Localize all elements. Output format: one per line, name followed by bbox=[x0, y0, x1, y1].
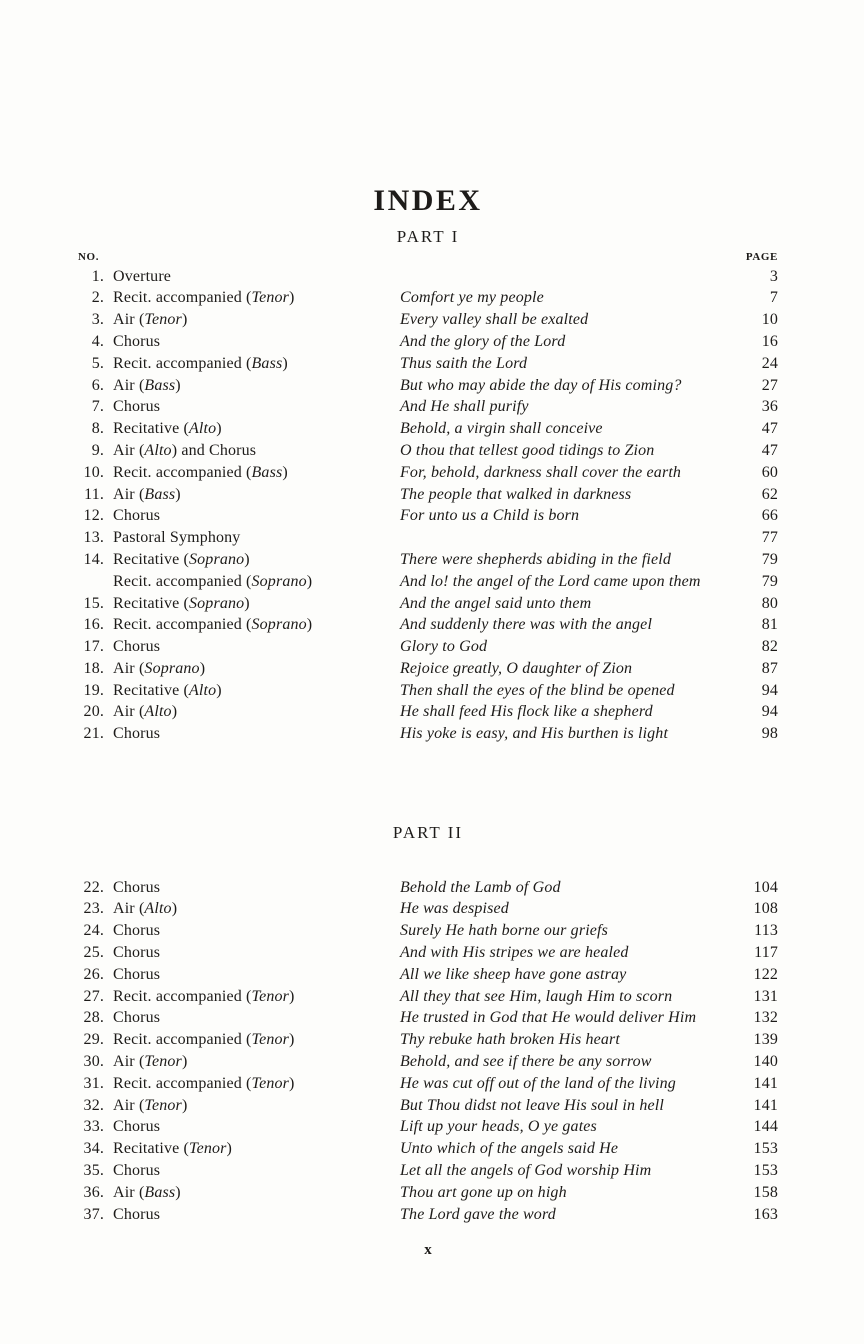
index-entry bbox=[78, 614, 778, 636]
entry-title: All they that see Him, laugh Him to scorn bbox=[400, 987, 673, 1005]
part2-heading: PART II bbox=[392, 823, 464, 843]
entry-voice: Alto bbox=[189, 681, 217, 699]
entry-item: Air (Tenor) bbox=[113, 1053, 188, 1070]
page-column-header: PAGE bbox=[745, 250, 778, 263]
entry-page: 3 bbox=[769, 267, 778, 285]
entry-number: 12. bbox=[83, 507, 104, 525]
index-entry bbox=[78, 942, 778, 964]
index-entry bbox=[78, 986, 778, 1008]
index-entry bbox=[78, 680, 778, 702]
entry-number: 35. bbox=[83, 1161, 104, 1179]
entry-number: 17. bbox=[83, 638, 104, 656]
entry-title: Behold, and see if there be any sorrow bbox=[400, 1053, 652, 1070]
entry-voice: Tenor bbox=[144, 1053, 182, 1070]
entry-title: And the glory of the Lord bbox=[400, 332, 566, 350]
index-entry bbox=[78, 1160, 778, 1182]
entry-voice: Alto bbox=[144, 703, 172, 721]
entry-voice: Tenor bbox=[144, 1096, 182, 1114]
entry-page: 139 bbox=[753, 1031, 778, 1049]
entry-item: Chorus bbox=[113, 1205, 161, 1223]
entry-voice: Soprano bbox=[251, 572, 307, 590]
entry-number: 37. bbox=[83, 1205, 104, 1223]
entry-item: Chorus bbox=[113, 922, 161, 940]
entry-page: 141 bbox=[753, 1074, 778, 1092]
entry-page: 87 bbox=[761, 659, 778, 677]
entry-voice: Alto bbox=[189, 420, 217, 438]
entry-voice: Bass bbox=[144, 485, 176, 503]
entry-page: 122 bbox=[753, 965, 778, 983]
index-entry bbox=[78, 484, 778, 506]
entry-page: 36 bbox=[761, 398, 778, 416]
entry-voice: Bass bbox=[251, 463, 283, 481]
entry-page: 132 bbox=[753, 1009, 778, 1027]
entry-title bbox=[400, 266, 730, 288]
entry-page: 144 bbox=[753, 1118, 778, 1136]
entry-title: His yoke is easy, and His burthen is light bbox=[400, 725, 669, 743]
entry-title: O thou that tellest good tidings to Zion bbox=[400, 441, 655, 459]
entry-page: 79 bbox=[761, 572, 778, 590]
entry-page: 47 bbox=[761, 441, 778, 459]
index-entry bbox=[78, 1029, 778, 1051]
entry-title: And lo! the angel of the Lord came upon them bbox=[400, 572, 701, 590]
entry-item: Recitative (Soprano) bbox=[113, 594, 250, 612]
entry-number bbox=[78, 571, 104, 593]
part2-entries bbox=[78, 877, 778, 1226]
index-title: INDEX bbox=[373, 184, 483, 217]
entry-voice: Tenor bbox=[251, 987, 290, 1005]
entry-page: 104 bbox=[753, 878, 778, 896]
entry-number: 14. bbox=[83, 550, 104, 568]
entry-item: Pastoral Symphony bbox=[113, 529, 241, 547]
entry-page: 79 bbox=[761, 550, 778, 568]
index-entry bbox=[78, 877, 778, 899]
entry-voice: Soprano bbox=[251, 616, 307, 634]
entry-voice: Tenor bbox=[251, 1074, 290, 1092]
entry-page: 27 bbox=[761, 376, 778, 394]
entry-item: Chorus bbox=[113, 944, 161, 962]
entry-voice: Soprano bbox=[144, 659, 200, 677]
index-entry bbox=[78, 505, 778, 527]
entry-page: 113 bbox=[754, 922, 778, 940]
entry-number: 6. bbox=[91, 376, 104, 394]
index-entry bbox=[78, 462, 778, 484]
entry-number: 11. bbox=[84, 485, 104, 503]
entry-title: He was cut off out of the land of the living bbox=[400, 1074, 676, 1092]
index-entry bbox=[78, 418, 778, 440]
entry-page: 7 bbox=[769, 289, 778, 307]
entry-title: Surely He hath borne our griefs bbox=[400, 922, 609, 940]
index-entry bbox=[78, 1007, 778, 1029]
entry-number: 5. bbox=[91, 354, 104, 372]
entry-title: Lift up your heads, O ye gates bbox=[400, 1118, 597, 1136]
entry-number: 33. bbox=[83, 1118, 104, 1136]
entry-number: 25. bbox=[83, 944, 104, 962]
entry-number: 28. bbox=[83, 1009, 104, 1027]
entry-voice: Soprano bbox=[189, 550, 245, 568]
entry-title: Thou art gone up on high bbox=[400, 1183, 567, 1201]
entry-item: Recitative (Alto) bbox=[113, 420, 222, 438]
entry-number: 3. bbox=[91, 311, 104, 329]
entry-item: Recit. accompanied (Tenor) bbox=[113, 289, 295, 307]
entry-title: The Lord gave the word bbox=[400, 1205, 556, 1223]
entry-number: 1. bbox=[91, 267, 104, 285]
index-entry bbox=[78, 1073, 778, 1095]
entry-number: 32. bbox=[83, 1096, 104, 1114]
entry-number: 15. bbox=[83, 594, 104, 612]
entry-page: 94 bbox=[761, 703, 778, 721]
entry-item: Recit. accompanied (Bass) bbox=[113, 463, 288, 481]
entry-page: 108 bbox=[753, 900, 778, 918]
entry-page: 94 bbox=[761, 681, 778, 699]
folio-page-number: x bbox=[424, 1242, 432, 1259]
index-entry bbox=[78, 331, 778, 353]
part1-entries bbox=[78, 266, 778, 746]
entry-number: 4. bbox=[91, 332, 104, 350]
entry-title: Thy rebuke hath broken His heart bbox=[400, 1031, 621, 1049]
index-entry bbox=[78, 396, 778, 418]
entry-item: Recit. accompanied (Soprano) bbox=[113, 572, 313, 590]
entry-title: Behold, a virgin shall conceive bbox=[400, 420, 603, 438]
index-entry bbox=[78, 527, 778, 549]
index-entry bbox=[78, 1138, 778, 1160]
index-entry bbox=[78, 636, 778, 658]
entry-page: 10 bbox=[761, 311, 778, 329]
entry-item: Overture bbox=[113, 267, 172, 285]
entry-title: For, behold, darkness shall cover the earth bbox=[400, 463, 682, 481]
entry-page: 81 bbox=[761, 616, 778, 634]
entry-title: Every valley shall be exalted bbox=[400, 311, 589, 329]
entry-item: Air (Bass) bbox=[113, 485, 181, 503]
entry-title: Unto which of the angels said He bbox=[400, 1140, 619, 1158]
entry-item: Chorus bbox=[113, 1161, 161, 1179]
entry-item: Recit. accompanied (Tenor) bbox=[113, 1074, 295, 1092]
entry-title: Let all the angels of God worship Him bbox=[400, 1161, 652, 1179]
entry-number: 30. bbox=[83, 1053, 104, 1070]
index-entry bbox=[78, 571, 778, 593]
column-headers bbox=[78, 251, 778, 264]
entry-page: 60 bbox=[761, 463, 778, 481]
index-entry bbox=[78, 375, 778, 397]
entry-item: Chorus bbox=[113, 1009, 161, 1027]
entry-number: 23. bbox=[83, 900, 104, 918]
entry-item: Air (Soprano) bbox=[113, 659, 206, 677]
entry-page: 80 bbox=[761, 594, 778, 612]
entry-title: But Thou didst not leave His soul in hell bbox=[400, 1096, 664, 1114]
index-entry bbox=[78, 1204, 778, 1226]
entry-number: 19. bbox=[83, 681, 104, 699]
entry-title: But who may abide the day of His coming? bbox=[400, 376, 682, 394]
entry-title: Then shall the eyes of the blind be opened bbox=[400, 681, 675, 699]
entry-item: Chorus bbox=[113, 638, 161, 656]
entry-voice: Bass bbox=[251, 354, 283, 372]
entry-item: Chorus bbox=[113, 1118, 161, 1136]
index-entry bbox=[78, 353, 778, 375]
entry-title: And the angel said unto them bbox=[400, 594, 592, 612]
entry-item: Air (Tenor) bbox=[113, 1096, 188, 1114]
entry-number: 2. bbox=[91, 289, 104, 307]
entry-item: Recitative (Tenor) bbox=[113, 1140, 232, 1158]
entry-page: 98 bbox=[761, 725, 778, 743]
entry-item: Air (Tenor) bbox=[113, 311, 188, 329]
index-entry bbox=[78, 1095, 778, 1117]
index-entry bbox=[78, 593, 778, 615]
entry-item: Chorus bbox=[113, 398, 161, 416]
entry-number: 34. bbox=[83, 1140, 104, 1158]
entry-number: 7. bbox=[91, 398, 104, 416]
entry-page: 66 bbox=[761, 507, 778, 525]
entry-number: 10. bbox=[83, 463, 104, 481]
entry-title: There were shepherds abiding in the field bbox=[400, 550, 672, 568]
index-entry bbox=[78, 440, 778, 462]
entry-number: 22. bbox=[83, 878, 104, 896]
entry-title: He was despised bbox=[400, 900, 509, 918]
entry-item: Recit. accompanied (Bass) bbox=[113, 354, 288, 372]
entry-voice: Bass bbox=[144, 1183, 176, 1201]
entry-number: 26. bbox=[83, 965, 104, 983]
entry-title: Rejoice greatly, O daughter of Zion bbox=[400, 659, 633, 677]
entry-page: 16 bbox=[761, 332, 778, 350]
entry-voice: Tenor bbox=[144, 311, 182, 329]
entry-title: Glory to God bbox=[400, 638, 488, 656]
entry-title bbox=[400, 527, 730, 549]
entry-title: And suddenly there was with the angel bbox=[400, 616, 653, 634]
entry-item: Chorus bbox=[113, 878, 161, 896]
entry-voice: Tenor bbox=[251, 1031, 290, 1049]
entry-title: Comfort ye my people bbox=[400, 289, 544, 307]
entry-title: Behold the Lamb of God bbox=[400, 878, 561, 896]
index-entry bbox=[78, 266, 778, 288]
index-entry bbox=[78, 1116, 778, 1138]
entry-page: 131 bbox=[753, 987, 778, 1005]
index-entry bbox=[78, 287, 778, 309]
entry-voice: Alto bbox=[144, 441, 172, 459]
entry-voice: Tenor bbox=[189, 1140, 227, 1158]
entry-page: 163 bbox=[753, 1205, 778, 1223]
index-entry bbox=[78, 309, 778, 331]
part1-heading: PART I bbox=[396, 227, 460, 246]
entry-item: Chorus bbox=[113, 965, 161, 983]
entry-voice: Tenor bbox=[251, 289, 290, 307]
entry-page: 24 bbox=[761, 354, 778, 372]
entry-item: Air (Bass) bbox=[113, 1183, 181, 1201]
entry-item: Recit. accompanied (Soprano) bbox=[113, 616, 313, 634]
entry-title: He shall feed His flock like a shepherd bbox=[400, 703, 653, 721]
entry-page: 141 bbox=[753, 1096, 778, 1114]
entry-number: 13. bbox=[83, 529, 104, 547]
entry-page: 82 bbox=[761, 638, 778, 656]
entry-voice: Alto bbox=[144, 900, 172, 918]
entry-item: Recitative (Alto) bbox=[113, 681, 222, 699]
entry-title: For unto us a Child is born bbox=[400, 507, 580, 525]
index-entry bbox=[78, 898, 778, 920]
entry-title: The people that walked in darkness bbox=[400, 485, 632, 503]
entry-voice: Bass bbox=[144, 376, 176, 394]
entry-number: 31. bbox=[83, 1074, 104, 1092]
entry-number: 18. bbox=[83, 659, 104, 677]
entry-item: Recit. accompanied (Tenor) bbox=[113, 987, 295, 1005]
entry-item: Chorus bbox=[113, 725, 161, 743]
index-entry bbox=[78, 1182, 778, 1204]
entry-voice: Soprano bbox=[189, 594, 245, 612]
entry-item: Air (Alto) bbox=[113, 900, 178, 918]
index-entry bbox=[78, 920, 778, 942]
entry-page: 62 bbox=[761, 485, 778, 503]
entry-number: 8. bbox=[91, 420, 104, 438]
index-entry bbox=[78, 549, 778, 571]
index-entry bbox=[78, 658, 778, 680]
entry-number: 20. bbox=[83, 703, 104, 721]
entry-title: He trusted in God that He would deliver Him bbox=[400, 1009, 697, 1027]
entry-number: 9. bbox=[91, 441, 104, 459]
entry-title: And with His stripes we are healed bbox=[400, 944, 629, 962]
entry-item: Chorus bbox=[113, 332, 161, 350]
entry-item: Recitative (Soprano) bbox=[113, 550, 250, 568]
entry-number: 21. bbox=[83, 725, 104, 743]
entry-number: 27. bbox=[83, 987, 104, 1005]
entry-page: 140 bbox=[753, 1053, 778, 1070]
entry-page: 47 bbox=[761, 420, 778, 438]
entry-number: 16. bbox=[83, 616, 104, 634]
entry-item: Chorus bbox=[113, 507, 161, 525]
entry-item: Air (Alto) and Chorus bbox=[113, 441, 257, 459]
entry-title: And He shall purify bbox=[400, 398, 529, 416]
index-entry bbox=[78, 701, 778, 723]
entry-page: 153 bbox=[753, 1140, 778, 1158]
entry-item: Air (Bass) bbox=[113, 376, 181, 394]
no-column-header: NO. bbox=[78, 250, 100, 263]
entry-item: Recit. accompanied (Tenor) bbox=[113, 1031, 295, 1049]
index-entry bbox=[78, 964, 778, 986]
entry-number: 29. bbox=[83, 1031, 104, 1049]
entry-number: 36. bbox=[83, 1183, 104, 1201]
entry-page: 153 bbox=[753, 1161, 778, 1179]
index-entry bbox=[78, 1051, 778, 1073]
entry-title: All we like sheep have gone astray bbox=[400, 965, 627, 983]
entry-page: 158 bbox=[753, 1183, 778, 1201]
entry-item: Air (Alto) bbox=[113, 703, 178, 721]
index-entry bbox=[78, 723, 778, 745]
entry-page: 117 bbox=[754, 944, 778, 962]
entry-number: 24. bbox=[83, 922, 104, 940]
entry-title: Thus saith the Lord bbox=[400, 354, 528, 372]
entry-page: 77 bbox=[761, 529, 778, 547]
